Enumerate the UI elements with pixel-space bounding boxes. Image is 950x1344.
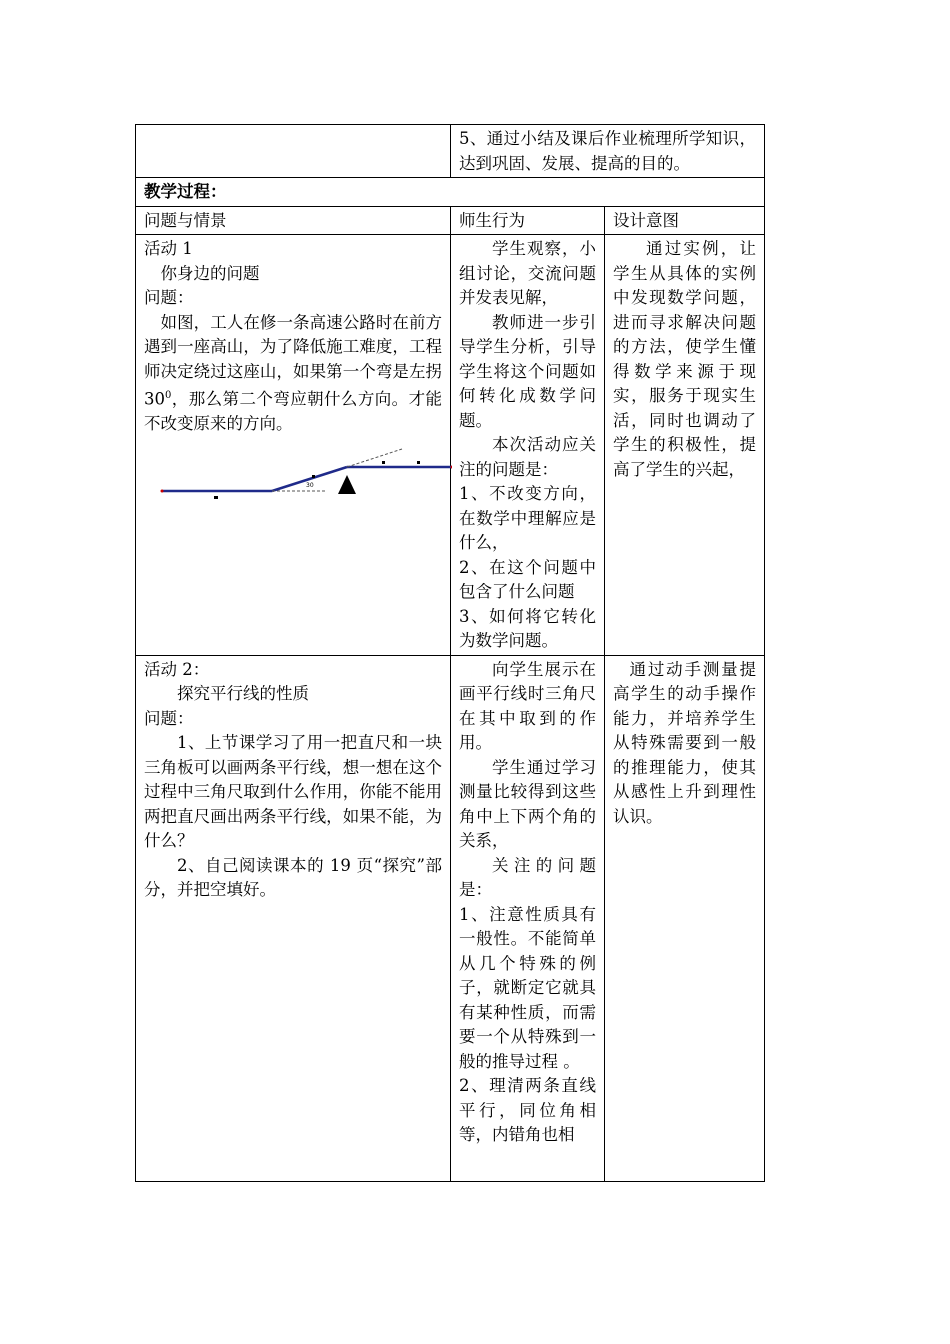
a2-ts-0: 向学生展示在画平行线时三角尺在其中取到的作用。 bbox=[459, 659, 596, 752]
a1-ts-5: 3、如何将它转化为数学问题。 bbox=[459, 606, 596, 650]
a2-ts-1: 学生通过学习测量比较得到这些角中上下两个角的关系， bbox=[459, 757, 596, 850]
a1-ts-1: 教师进一步引导学生分析，引导学生将这个问题如何转化成数学问题。 bbox=[459, 312, 596, 430]
a1-ts-0: 学生观察，小组讨论，交流问题并发表见解， bbox=[459, 239, 596, 307]
activity2-teacher-student-cell bbox=[451, 655, 605, 1181]
point-marker-c bbox=[382, 461, 385, 464]
point-marker-d bbox=[417, 461, 420, 464]
degree-sup: 0 bbox=[165, 390, 172, 401]
activity1-title: 活动 1 bbox=[144, 239, 193, 258]
objectives-row bbox=[136, 125, 765, 178]
a2-ts-4: 2、理清两条直线平行，同位角相等，内错角也相 bbox=[459, 1076, 596, 1144]
a1-ts-3: 1、不改变方向，在数学中理解应是什么， bbox=[459, 484, 596, 552]
a1-ts-2: 本次活动应关注的问题是： bbox=[459, 435, 596, 479]
question-text: 如图，工人在修一条高速公路时在前方遇到一座高山，为了降低施工难度，工程师决定绕过这座山，如果第一个弯是左拐30 bbox=[144, 312, 442, 409]
header-col3: 设计意图 bbox=[605, 206, 765, 235]
objective-5: 5、通过小结及课后作业梳理所学知识，达到巩固、发展、提高的目的。 bbox=[451, 125, 765, 178]
process-title-row bbox=[136, 178, 765, 207]
activity2-question-label: 问题： bbox=[144, 708, 194, 728]
point-marker-b bbox=[312, 475, 315, 478]
activity2-title: 活动 2： bbox=[144, 659, 210, 679]
road-diagram bbox=[152, 437, 452, 507]
header-col2: 师生行为 bbox=[451, 206, 605, 235]
activity1-row bbox=[136, 235, 765, 656]
activity2-row bbox=[136, 655, 765, 1181]
empty-cell bbox=[136, 125, 451, 178]
activity1-question bbox=[144, 311, 442, 437]
header-row bbox=[136, 206, 765, 235]
activity2-problem-cell bbox=[136, 655, 451, 1181]
activity1-problem-cell bbox=[136, 235, 451, 656]
activity2-q1: 1、上节课学习了用一把直尺和一块三角板可以画两条平行线，想一想在这个过程中三角尺取到什么作用，你能不能用两把直尺画出两条平行线，如果不能，为什么？ bbox=[144, 733, 442, 850]
activity1-subtitle: 你身边的问题 bbox=[160, 263, 260, 283]
road-figure bbox=[144, 437, 442, 507]
angle-label: 30 bbox=[306, 481, 314, 489]
activity1-question-label: 问题： bbox=[144, 288, 194, 307]
mountain-icon bbox=[338, 475, 356, 494]
process-title: 教学过程： bbox=[136, 178, 765, 207]
a2-ts-2: 关注的问题是： bbox=[459, 855, 596, 899]
road-endpoint bbox=[161, 489, 164, 492]
a2-ts-3: 1、注意性质具有一般性。不能简单从几个特殊的例子，就断定它就具有某种性质，而需要一个从特殊到一般的推导过程 。 bbox=[459, 904, 596, 1071]
activity2-intent: 通过动手测量提高学生的动手操作能力，并培养学生从特殊需要到一般的推理能力，使其从感性上升到理性认识。 bbox=[605, 655, 765, 1181]
question-text-end: ，那么第二个弯应朝什么方向。才能不改变原来的方向。 bbox=[144, 389, 442, 433]
activity2-q2: 2、自己阅读课本的 19 页“探究”部分，并把空填好。 bbox=[144, 855, 442, 899]
header-col1: 问题与情景 bbox=[136, 206, 451, 235]
activity1-teacher-student-cell bbox=[451, 235, 605, 656]
dashed-extension-2 bbox=[347, 449, 402, 467]
lesson-table bbox=[135, 124, 765, 1182]
point-marker-a bbox=[214, 496, 218, 499]
a1-ts-4: 2、在这个问题中包含了什么问题 bbox=[459, 557, 596, 601]
activity1-intent: 通过实例，让学生从具体的实例中发现数学问题，进而寻求解决问题的方法，使学生懂得数学来源于现实，服务于现实生活，同时也调动了学生的积极性，提高了学生的兴起， bbox=[605, 235, 765, 656]
activity2-subtitle: 探究平行线的性质 bbox=[177, 684, 309, 703]
